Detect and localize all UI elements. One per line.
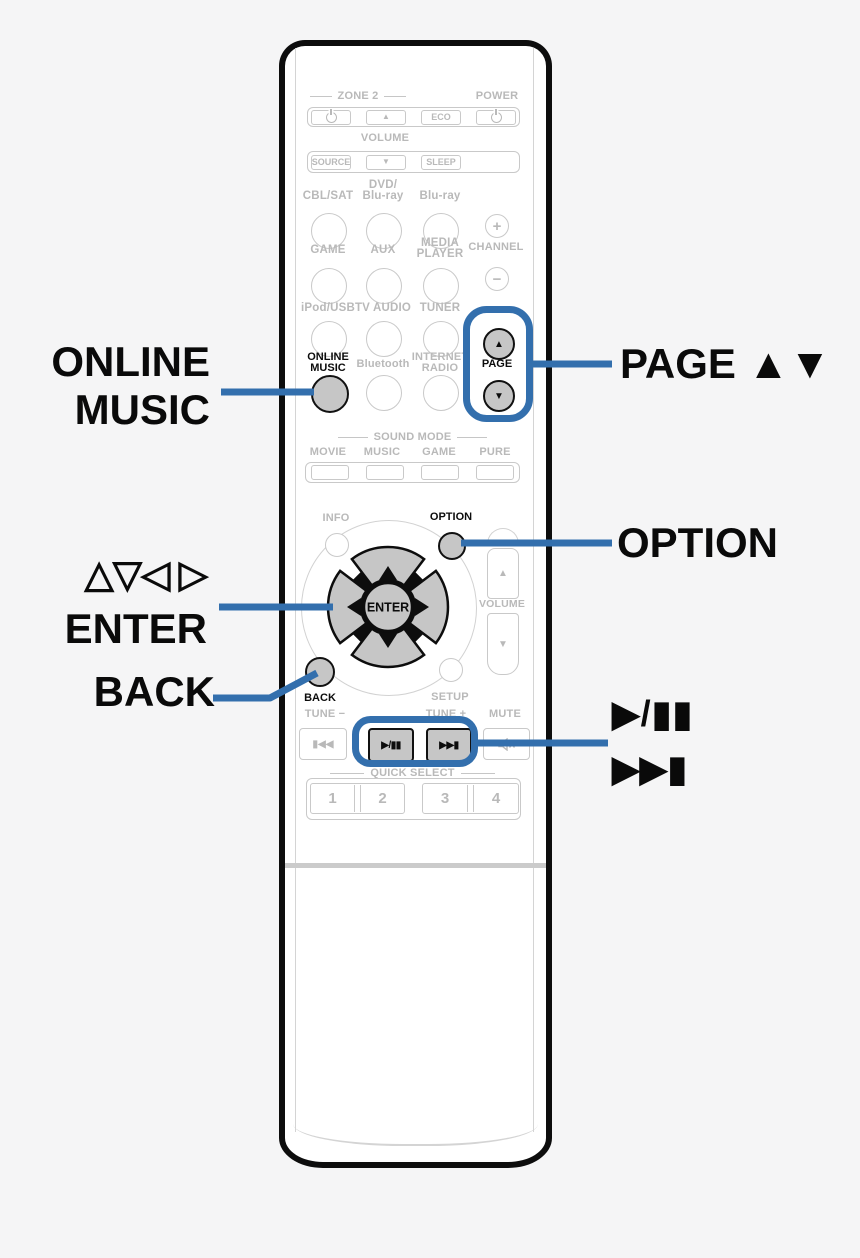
- page-down-button[interactable]: [483, 380, 515, 412]
- mute-button[interactable]: [483, 728, 530, 760]
- play-pause-callout-label: ▶/▮▮: [612, 693, 694, 734]
- up-triangle-icon: ▲: [494, 338, 504, 350]
- bluetooth-label: Bluetooth: [356, 358, 410, 370]
- zone2-heading: [303, 91, 413, 102]
- option-button-label: OPTION: [429, 511, 473, 523]
- dash: [330, 773, 364, 774]
- sound-mode-heading: [305, 432, 520, 443]
- body-edge-line-left: [295, 48, 296, 1132]
- enter-button-label: ENTER: [366, 600, 410, 615]
- media-player-label: MEDIA PLAYER: [416, 237, 464, 260]
- dvd-bluray-label: DVD/ Blu-ray: [362, 179, 404, 202]
- body-divider: [285, 863, 546, 868]
- setup-label: SETUP: [431, 691, 469, 703]
- online-music-button[interactable]: [311, 375, 349, 413]
- tune-minus-label: TUNE −: [304, 708, 346, 720]
- dash: [310, 96, 332, 97]
- zone2-up-button[interactable]: [366, 110, 406, 125]
- tuner-label: TUNER: [419, 302, 461, 314]
- sleep-button[interactable]: SLEEP: [421, 155, 461, 170]
- internet-radio-label: INTERNET RADIO: [411, 351, 469, 374]
- back-callout-label: BACK: [93, 668, 215, 715]
- body-bottom-curve: [293, 1122, 538, 1146]
- zone2-power-button[interactable]: [311, 110, 351, 125]
- option-callout-label: OPTION: [617, 519, 779, 566]
- up-triangle-icon: ▲: [498, 568, 508, 579]
- quick-select-1-button[interactable]: 1: [328, 790, 337, 807]
- online-music-callout-label: ONLINE MUSIC: [51, 338, 210, 433]
- pure-button[interactable]: [476, 465, 514, 480]
- sound-mode-group: [305, 462, 520, 483]
- channel-minus-button[interactable]: −: [485, 267, 509, 291]
- bluetooth-button[interactable]: [366, 375, 402, 411]
- play-pause-icon: ▶/▮▮: [381, 739, 401, 751]
- sound-mode-label: SOUND MODE: [373, 431, 452, 443]
- cursor-pad: [320, 539, 456, 675]
- skip-next-callout-label: ▶▶▮: [612, 748, 688, 789]
- bluray-label: Blu-ray: [419, 190, 461, 202]
- down-triangle-icon: ▼: [494, 390, 504, 402]
- up-triangle-icon: ▲: [382, 112, 390, 121]
- volume-up-button[interactable]: [487, 548, 519, 599]
- cursor-glyphs-callout-label: △▽◁ ▷: [84, 554, 207, 596]
- tv-audio-label: TV AUDIO: [354, 302, 412, 314]
- internet-radio-button[interactable]: [423, 375, 459, 411]
- game-button[interactable]: [311, 268, 347, 304]
- skip-back-button[interactable]: [299, 728, 347, 760]
- down-triangle-icon: ▼: [498, 638, 508, 650]
- zone2-button-group: [307, 107, 520, 127]
- skip-next-button[interactable]: [426, 728, 472, 762]
- dash: [461, 773, 495, 774]
- channel-label: CHANNEL: [468, 241, 524, 253]
- page-up-button[interactable]: [483, 328, 515, 360]
- down-triangle-icon: ▼: [382, 157, 390, 166]
- cbl-sat-label: CBL/SAT: [302, 190, 354, 202]
- movie-label: MOVIE: [309, 446, 347, 458]
- tune-plus-label: TUNE +: [425, 708, 467, 720]
- media-player-button[interactable]: [423, 268, 459, 304]
- play-pause-button[interactable]: [368, 728, 414, 762]
- power-label: POWER: [475, 90, 519, 102]
- back-button-label: BACK: [304, 692, 336, 704]
- aux-button[interactable]: [366, 268, 402, 304]
- quick-select-4-button[interactable]: 4: [491, 790, 501, 807]
- skip-back-icon: ▮◀◀: [312, 738, 334, 750]
- music-button[interactable]: [366, 465, 404, 480]
- zone2-down-button[interactable]: [366, 155, 406, 170]
- game-mode-label: GAME: [422, 446, 456, 458]
- skip-next-icon: ▶▶▮: [439, 739, 459, 751]
- volume-cap-arc: [487, 528, 519, 544]
- channel-plus-button[interactable]: +: [485, 214, 509, 238]
- pair-divider: [467, 785, 474, 812]
- page-button-label: PAGE: [481, 358, 513, 370]
- page-callout-label: PAGE ▲▼: [620, 340, 831, 387]
- dash: [384, 96, 406, 97]
- zone2-label: ZONE 2: [337, 90, 379, 102]
- quick-select-3-button[interactable]: 3: [440, 790, 450, 807]
- game-mode-button[interactable]: [421, 465, 459, 480]
- quick-select-label: QUICK SELECT: [370, 767, 455, 779]
- dash: [457, 437, 487, 438]
- pure-label: PURE: [479, 446, 511, 458]
- volume-main-label: VOLUME: [478, 598, 526, 610]
- game-label: GAME: [310, 244, 346, 256]
- aux-label: AUX: [370, 244, 396, 256]
- volume-down-button[interactable]: [487, 613, 519, 675]
- quick-select-pair-2: [422, 783, 519, 814]
- dash: [338, 437, 368, 438]
- movie-button[interactable]: [311, 465, 349, 480]
- body-edge-line-right: [533, 48, 534, 1132]
- pair-divider: [354, 785, 361, 812]
- power-icon: [326, 112, 337, 123]
- enter-callout-label: ENTER: [64, 605, 207, 652]
- power-icon: [491, 112, 502, 123]
- quick-select-pair-1: [310, 783, 405, 814]
- quick-select-2-button[interactable]: 2: [378, 790, 387, 807]
- ipod-usb-label: iPod/USB: [301, 302, 355, 314]
- volume-zone2-label: VOLUME: [360, 132, 410, 144]
- info-label: INFO: [322, 512, 350, 524]
- mute-label: MUTE: [489, 708, 521, 720]
- source-sleep-group: [307, 151, 520, 173]
- remote-body: [279, 40, 552, 1168]
- source-button[interactable]: SOURCE: [311, 155, 351, 170]
- eco-button[interactable]: ECO: [421, 110, 461, 125]
- online-music-button-label: ONLINE MUSIC: [307, 351, 349, 374]
- main-power-button[interactable]: [476, 110, 516, 125]
- music-label: MUSIC: [363, 446, 401, 458]
- tv-audio-button[interactable]: [366, 321, 402, 357]
- speaker-mute-icon: [498, 738, 516, 751]
